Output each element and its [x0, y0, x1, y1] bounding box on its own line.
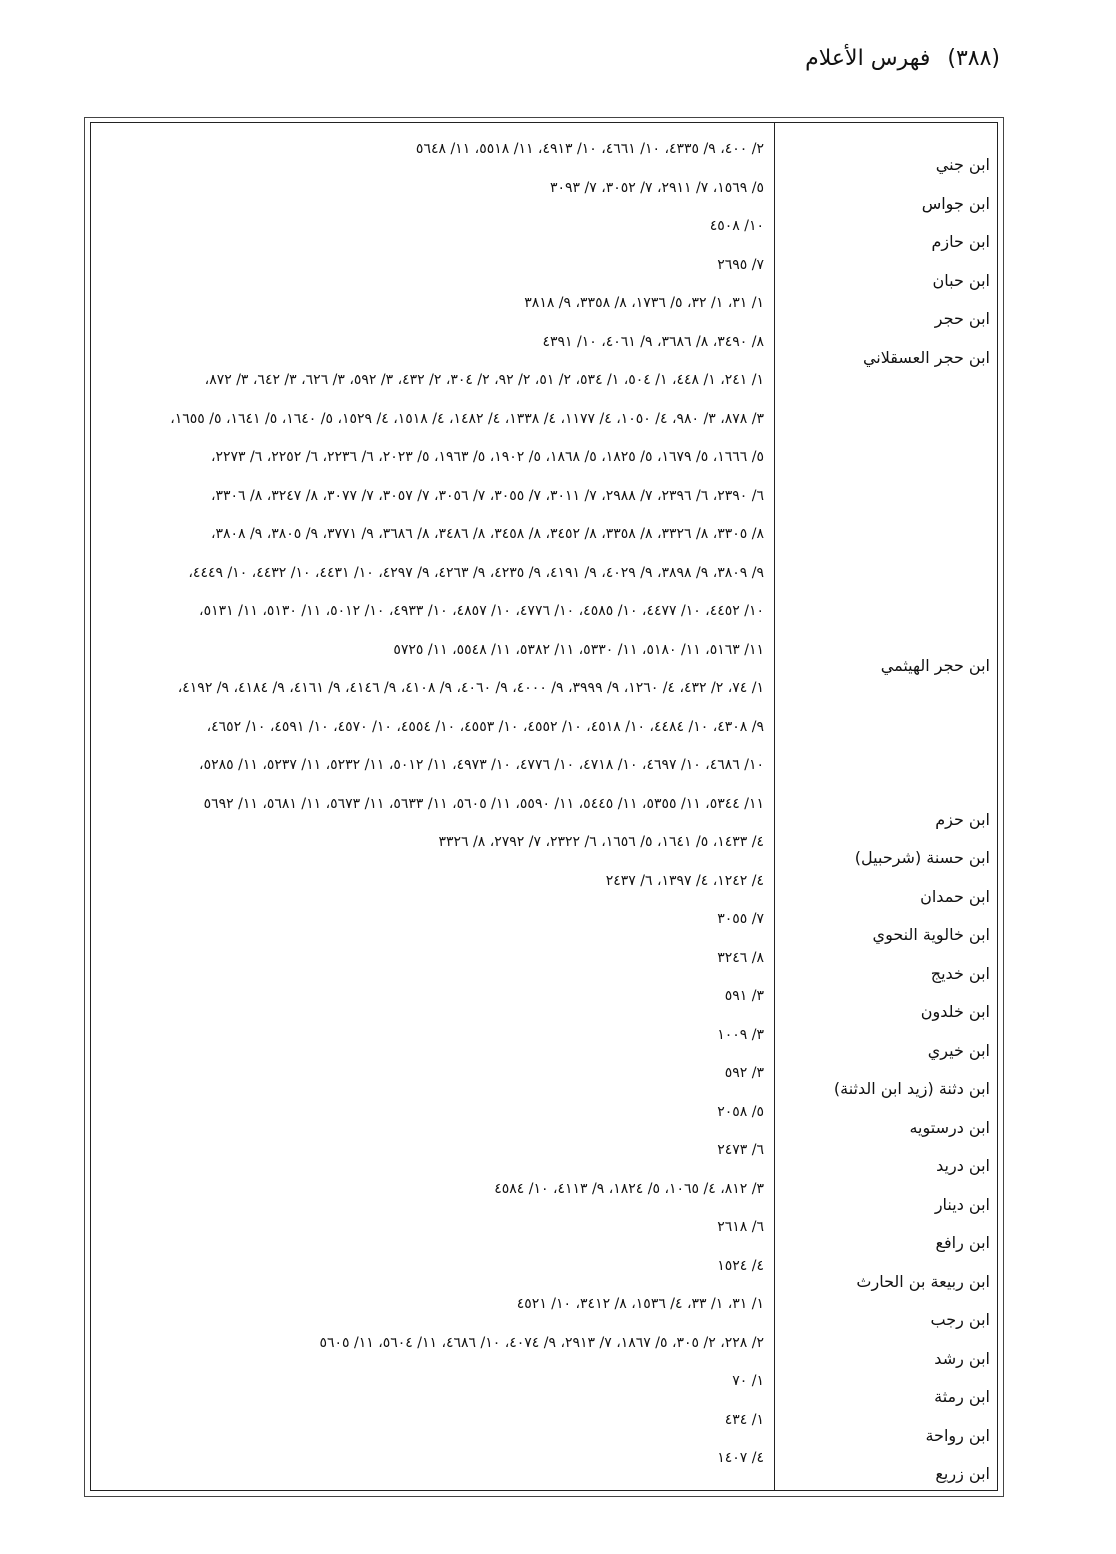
entry-references: ٥/ ١٥٦٩، ٧/ ٢٩١١، ٧/ ٣٠٥٢، ٧/ ٣٠٩٣	[549, 179, 764, 196]
entry-references: ٨/ ٣٣٠٥، ٨/ ٣٣٢٦، ٨/ ٣٣٥٨، ٨/ ٣٤٥٢، ٨/ ٣٤٥٨، ٨/ ٣٤٨٦، ٨/ ٣٦٨٦، ٩/ ٣٧٧١، ٩/ ٣٨٠٥، ٩/ ٣٨٠٨،	[210, 526, 764, 542]
index-entry	[90, 330, 998, 369]
entry-references: ٦/ ٢٤٧٣	[717, 1142, 764, 1158]
entry-name: ابن دريد	[936, 1156, 990, 1175]
index-table	[90, 137, 998, 1487]
index-entry	[90, 907, 998, 946]
index-entry	[90, 445, 998, 484]
entry-references: ٧/ ٣٠٥٥	[717, 911, 764, 927]
index-entry	[90, 676, 998, 715]
entry-name: ابن خديج	[930, 963, 990, 983]
index-entry	[90, 253, 998, 292]
entry-references: ٤/ ١٥٢٤	[717, 1257, 764, 1274]
entry-name: ابن جني	[935, 155, 990, 174]
index-entry	[90, 214, 998, 253]
index-entry	[90, 830, 998, 869]
index-entry	[90, 1446, 998, 1485]
entry-references: ٨/ ٣٤٩٠، ٨/ ٣٦٨٦، ٩/ ٤٠٦١، ١٠/ ٤٣٩١	[542, 333, 764, 350]
index-entry	[90, 1292, 998, 1331]
index-entry	[90, 1369, 998, 1408]
index-entry	[90, 1061, 998, 1100]
index-entry	[90, 599, 998, 638]
entry-name: ابن حجر الهيثمي	[880, 655, 990, 675]
entry-references: ٥/ ١٦٦٦، ٥/ ١٦٧٩، ٥/ ١٨٢٥، ٥/ ١٨٦٨، ٥/ ١٩٠٢، ٥/ ١٩٦٣، ٥/ ٢٠٢٣، ٦/ ٢٢٣٦، ٦/ ٢٢٥٢، ٦/ ٢٢٧٣،	[210, 449, 764, 465]
index-entry	[90, 946, 998, 985]
entry-name: ابن زريع	[935, 1464, 990, 1483]
entry-references: ٩/ ٣٨٠٩، ٩/ ٣٨٩٨، ٩/ ٤٠٢٩، ٩/ ٤١٩١، ٩/ ٤٢٣٥، ٩/ ٤٢٦٣، ٩/ ٤٢٩٧، ١٠/ ٤٤٣١، ١٠/ ٤٤٣٢، ١٠/ ٤٤٤٩،	[188, 564, 764, 581]
entry-name: ابن حسنة (شرحبيل)	[854, 848, 990, 867]
entry-name: ابن خالوية النحوي	[872, 925, 990, 944]
page-header	[805, 46, 1000, 71]
index-entry	[90, 638, 998, 677]
index-entry	[90, 1023, 998, 1062]
entry-references: ١/ ٢٤١، ١/ ٤٤٨، ١/ ٥٠٤، ١/ ٥٣٤، ٢/ ٥١، ٢/ ٩٢، ٢/ ٣٠٤، ٢/ ٤٣٢، ٣/ ٥٩٢، ٣/ ٦٢٦، ٣/ ٦٤٢، ٣/ ٨٧٢،	[204, 372, 764, 388]
index-entry	[90, 1177, 998, 1216]
index-entry	[90, 291, 998, 330]
entry-references: ١٠/ ٤٤٥٢، ١٠/ ٤٤٧٧، ١٠/ ٤٥٨٥، ١٠/ ٤٧٧٦، ١٠/ ٤٨٥٧، ١٠/ ٤٩٣٣، ١٠/ ٥٠١٢، ١١/ ٥١٣٠، ١١/ ٥١٣١،	[199, 603, 764, 619]
entry-references: ١/ ٣١، ١/ ٣٢، ٥/ ١٧٣٦، ٨/ ٣٣٥٨، ٩/ ٣٨١٨	[524, 295, 764, 311]
entry-references: ١١/ ٥٣٤٤، ١١/ ٥٣٥٥، ١١/ ٥٤٤٥، ١١/ ٥٥٩٠، ١١/ ٥٦٠٥، ١١/ ٥٦٣٣، ١١/ ٥٦٧٣، ١١/ ٥٦٨١، ١١/ ٥٦٩٢	[203, 795, 764, 812]
entry-name: ابن حمدان	[920, 886, 990, 906]
entry-name: ابن جواس	[921, 193, 990, 213]
entry-references: ١/ ٤٣٤	[724, 1411, 764, 1428]
index-entry	[90, 176, 998, 215]
index-entry	[90, 753, 998, 792]
index-entry	[90, 792, 998, 831]
index-entry	[90, 484, 998, 523]
entry-references: ٣/ ٨١٢، ٤/ ١٠٦٥، ٥/ ١٨٢٤، ٩/ ٤١١٣، ١٠/ ٤٥٨٤	[494, 1180, 764, 1197]
index-entry	[90, 869, 998, 908]
entry-references: ٦/ ٢٦١٨	[717, 1219, 764, 1235]
entry-references: ٢/ ٢٢٨، ٢/ ٣٠٥، ٥/ ١٨٦٧، ٧/ ٢٩١٣، ٩/ ٤٠٧٤، ١٠/ ٤٦٨٦، ١١/ ٥٦٠٤، ١١/ ٥٦٠٥	[319, 1334, 764, 1351]
entry-name: ابن رواحة	[925, 1425, 990, 1445]
index-entry	[90, 1408, 998, 1447]
entry-references: ٤/ ١٤٣٣، ٥/ ١٦٤١، ٥/ ١٦٥٦، ٦/ ٢٣٢٢، ٧/ ٢٧٩٢، ٨/ ٣٣٢٦	[438, 834, 764, 850]
entry-references: ٣/ ٨٧٨، ٣/ ٩٨٠، ٤/ ١٠٥٠، ٤/ ١١٧٧، ٤/ ١٣٣٨، ٤/ ١٤٨٢، ٤/ ١٥١٨، ٤/ ١٥٢٩، ٥/ ١٦٤٠، ٥/ ١٦٤١، ٥/ ١٦٥٥،	[170, 410, 764, 427]
entry-references: ١٠/ ٤٦٨٦، ١٠/ ٤٦٩٧، ١٠/ ٤٧١٨، ١٠/ ٤٧٧٦، ١٠/ ٤٩٧٣، ١١/ ٥٠١٢، ١١/ ٥٢٣٢، ١١/ ٥٢٣٧، ١١/ ٥٢٨٥،	[199, 757, 764, 773]
entry-name: ابن دثنة (زيد ابن الدثنة)	[833, 1079, 990, 1098]
entry-references: ٥/ ٢٠٥٨	[717, 1103, 764, 1120]
index-entry	[90, 368, 998, 407]
entry-name: ابن رجب	[930, 1310, 990, 1329]
entry-references: ١/ ٧٠	[732, 1373, 764, 1389]
entry-name: ابن حجر	[934, 309, 990, 328]
entry-references: ١١/ ٥١٦٣، ١١/ ٥١٨٠، ١١/ ٥٣٣٠، ١١/ ٥٣٨٢، ١١/ ٥٥٤٨، ١١/ ٥٧٢٥	[393, 641, 764, 658]
entry-name: ابن حجر العسقلاني	[862, 347, 990, 367]
index-entry	[90, 561, 998, 600]
entry-references: ٩/ ٤٣٠٨، ١٠/ ٤٤٨٤، ١٠/ ٤٥١٨، ١٠/ ٤٥٥٢، ١٠/ ٤٥٥٣، ١٠/ ٤٥٥٤، ١٠/ ٤٥٧٠، ١٠/ ٤٥٩١، ١٠/ ٤٦٥٢،	[206, 718, 764, 735]
entry-references: ٣/ ٥٩٢	[724, 1065, 764, 1081]
index-entry	[90, 1100, 998, 1139]
entry-references: ١/ ٧٤، ٢/ ٤٣٢، ٤/ ١٢٦٠، ٩/ ٣٩٩٩، ٩/ ٤٠٠٠، ٩/ ٤٠٦٠، ٩/ ٤١٠٨، ٩/ ٤١٤٦، ٩/ ٤١٦١، ٩/ ٤١٨٤، ٩/ ٤١٩٢،	[177, 680, 764, 696]
entry-name: ابن رافع	[935, 1233, 990, 1252]
entry-name: ابن درستويه	[909, 1117, 990, 1137]
index-entry	[90, 1254, 998, 1293]
entry-references: ٣/ ٥٩١	[724, 988, 764, 1004]
index-entry	[90, 137, 998, 176]
index-entry	[90, 522, 998, 561]
entry-references: ٣/ ١٠٠٩	[717, 1026, 764, 1043]
entry-name: ابن دينار	[934, 1194, 990, 1214]
entry-references: ٨/ ٣٢٤٦	[717, 949, 764, 966]
entry-references: ٢/ ٤٠٠، ٩/ ٤٣٣٥، ١٠/ ٤٦٦١، ١٠/ ٤٩١٣، ١١/ ٥٥١٨، ١١/ ٥٦٤٨	[415, 141, 764, 157]
entry-references: ٤/ ١٢٤٢، ٤/ ١٣٩٧، ٦/ ٢٤٣٧	[605, 872, 764, 889]
entry-references: ٧/ ٢٦٩٥	[717, 256, 764, 273]
entry-name: ابن رشد	[934, 1348, 990, 1368]
entry-references: ١/ ٣١، ١/ ٣٣، ٤/ ١٥٣٦، ٨/ ٣٤١٢، ١٠/ ٤٥٢١	[516, 1296, 764, 1312]
entry-name: ابن حزم	[935, 809, 990, 829]
index-entry	[90, 1215, 998, 1254]
entry-references: ٤/ ١٤٠٧	[717, 1450, 764, 1466]
entry-references: ١٠/ ٤٥٠٨	[709, 218, 764, 234]
index-entry	[90, 1331, 998, 1370]
entry-name: ابن حازم	[931, 232, 990, 251]
entry-name: ابن ربيعة بن الحارث	[856, 1271, 990, 1291]
entry-name: ابن رمثة	[934, 1387, 990, 1406]
index-entry	[90, 715, 998, 754]
entry-name: ابن حبان	[932, 270, 990, 290]
entry-name: ابن خلدون	[920, 1002, 990, 1021]
page-title: فهرس الأعلام	[805, 46, 931, 71]
index-entry	[90, 407, 998, 446]
entry-name: ابن خيري	[927, 1040, 990, 1060]
entry-references: ٦/ ٢٣٩٠، ٦/ ٢٣٩٦، ٧/ ٢٩٨٨، ٧/ ٣٠١١، ٧/ ٣٠٥٥، ٧/ ٣٠٥٦، ٧/ ٣٠٥٧، ٧/ ٣٠٧٧، ٨/ ٣٢٤٧، ٨/ ٣٣٠٦،	[210, 487, 764, 504]
index-entry	[90, 984, 998, 1023]
page-number: (٣٨٨)	[947, 46, 1000, 71]
index-entry	[90, 1138, 998, 1177]
